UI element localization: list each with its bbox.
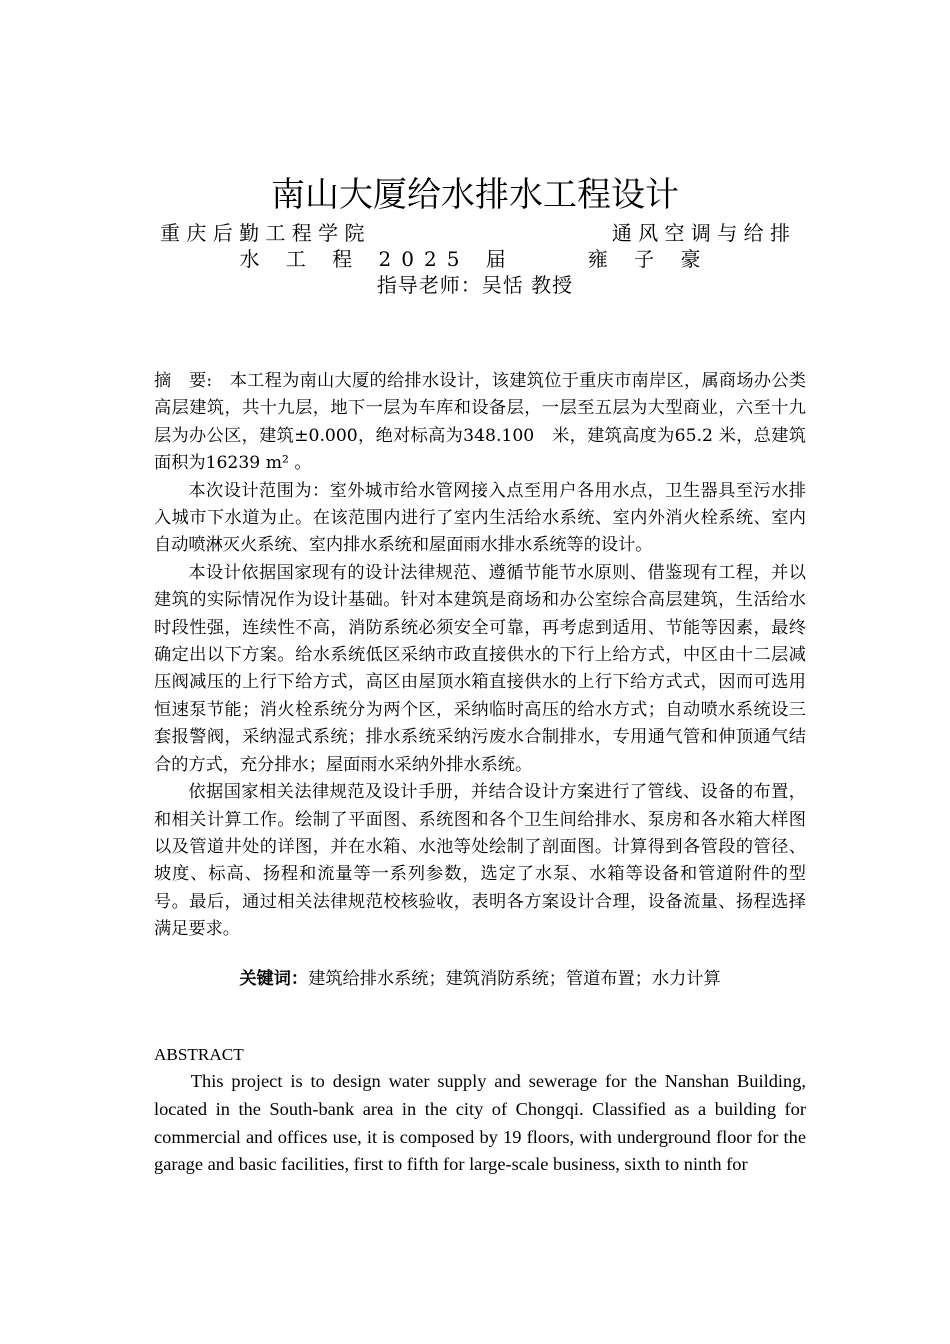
- abstract-cn-paragraph-4: 依据国家相关法律规范及设计手册，并结合设计方案进行了管线、设备的布置，和相关计算工作。绘制了平面图、系统图和各个卫生间给排水、泵房和各水箱大样图以及管道井处的详图，并在水箱、水池等处绘制了剖面图。计算得到各管段的管径、坡度、标高、扬程和流量等一系列参数，选定了水泵、水箱等设备和管道附件的型号。最后，通过相关法律规范校核验收，表明各方案设计合理，设备流量、扬程选择满足要求。: [154, 782, 806, 940]
- abstract-cn-paragraph-3: 本设计依据国家现有的设计法律规范、遵循节能节水原则、借鉴现有工程，并以建筑的实际情况作为设计基础。针对本建筑是商场和办公室综合高层建筑，生活给水时段性强，连续性不高，消防系统必须安全可靠，再考虑到适用、节能等因素，最终确定出以下方案。给水系统低区采纳市政直接供水的下行上给方式，中区由十二层减压阀减压的上行下给方式，高区由屋顶水箱直接供水的上行下给方式式，因而可选用恒速泵节能；消火栓系统分为两个区，采纳临时高压的给水方式；自动喷水系统设三套报警阀，采纳湿式系统；排水系统采纳污废水合制排水，专用通气管和伸顶通气结合的方式，充分排水；屋面雨水采纳外排水系统。: [154, 562, 806, 775]
- keywords-line: [154, 966, 806, 993]
- abstract-en-heading: ABSTRACT: [154, 1044, 244, 1064]
- major-line-1: 通 风 空 调 与 给 排: [611, 221, 790, 245]
- keywords-label: 关键词：: [239, 968, 309, 989]
- author-name: 雍 子 豪: [587, 247, 711, 271]
- school-name: 重 庆 后 勤 工 程 学 院: [160, 221, 365, 245]
- byline-row-class: [160, 246, 790, 272]
- major-line-2: 水 工 程 2025 届: [239, 247, 516, 271]
- advisor-line: 指导老师：吴恬 教授: [376, 273, 574, 297]
- abstract-body: [154, 368, 806, 1179]
- abstract-cn-p1-text: 本工程为南山大厦的给排水设计，该建筑位于重庆市南岸区，属商场办公类高层建筑，共十九层，地下一层为车库和设备层，一层至五层为大型商业，六至十九层为办公区，建筑±0.000，绝对标高为348.100 米，建筑高度为65.2 米，总建筑面积为16239 m² 。: [154, 371, 806, 474]
- abstract-cn-paragraph-1: [154, 368, 806, 478]
- byline-row-school: [160, 220, 790, 246]
- page-title: 南山大厦给水排水工程设计: [271, 175, 679, 215]
- abstract-en-paragraph-1: This project is to design water supply and sewerage for the Nanshan Building, located in the South-bank area in the city of Chongqi. Classified as a building for commercial and offices use, it is composed by 19 floors, with underground floor for the garage and basic facilities, first to fifth for large-scale business, sixth to ninth for: [154, 1071, 806, 1175]
- abstract-cn-paragraph-2: 本次设计范围为：室外城市给水管网接入点至用户各用水点，卫生器具至污水排入城市下水道为止。在该范围内进行了室内生活给水系统、室内外消火栓系统、室内自动喷淋灭火系统、室内排水系统和屋面雨水排水系统等的设计。: [154, 480, 806, 556]
- author-byline: [160, 220, 790, 298]
- keywords-text: 建筑给排水系统；建筑消防系统；管道布置；水力计算: [308, 968, 721, 989]
- abstract-cn-label: 摘 要:: [154, 371, 213, 391]
